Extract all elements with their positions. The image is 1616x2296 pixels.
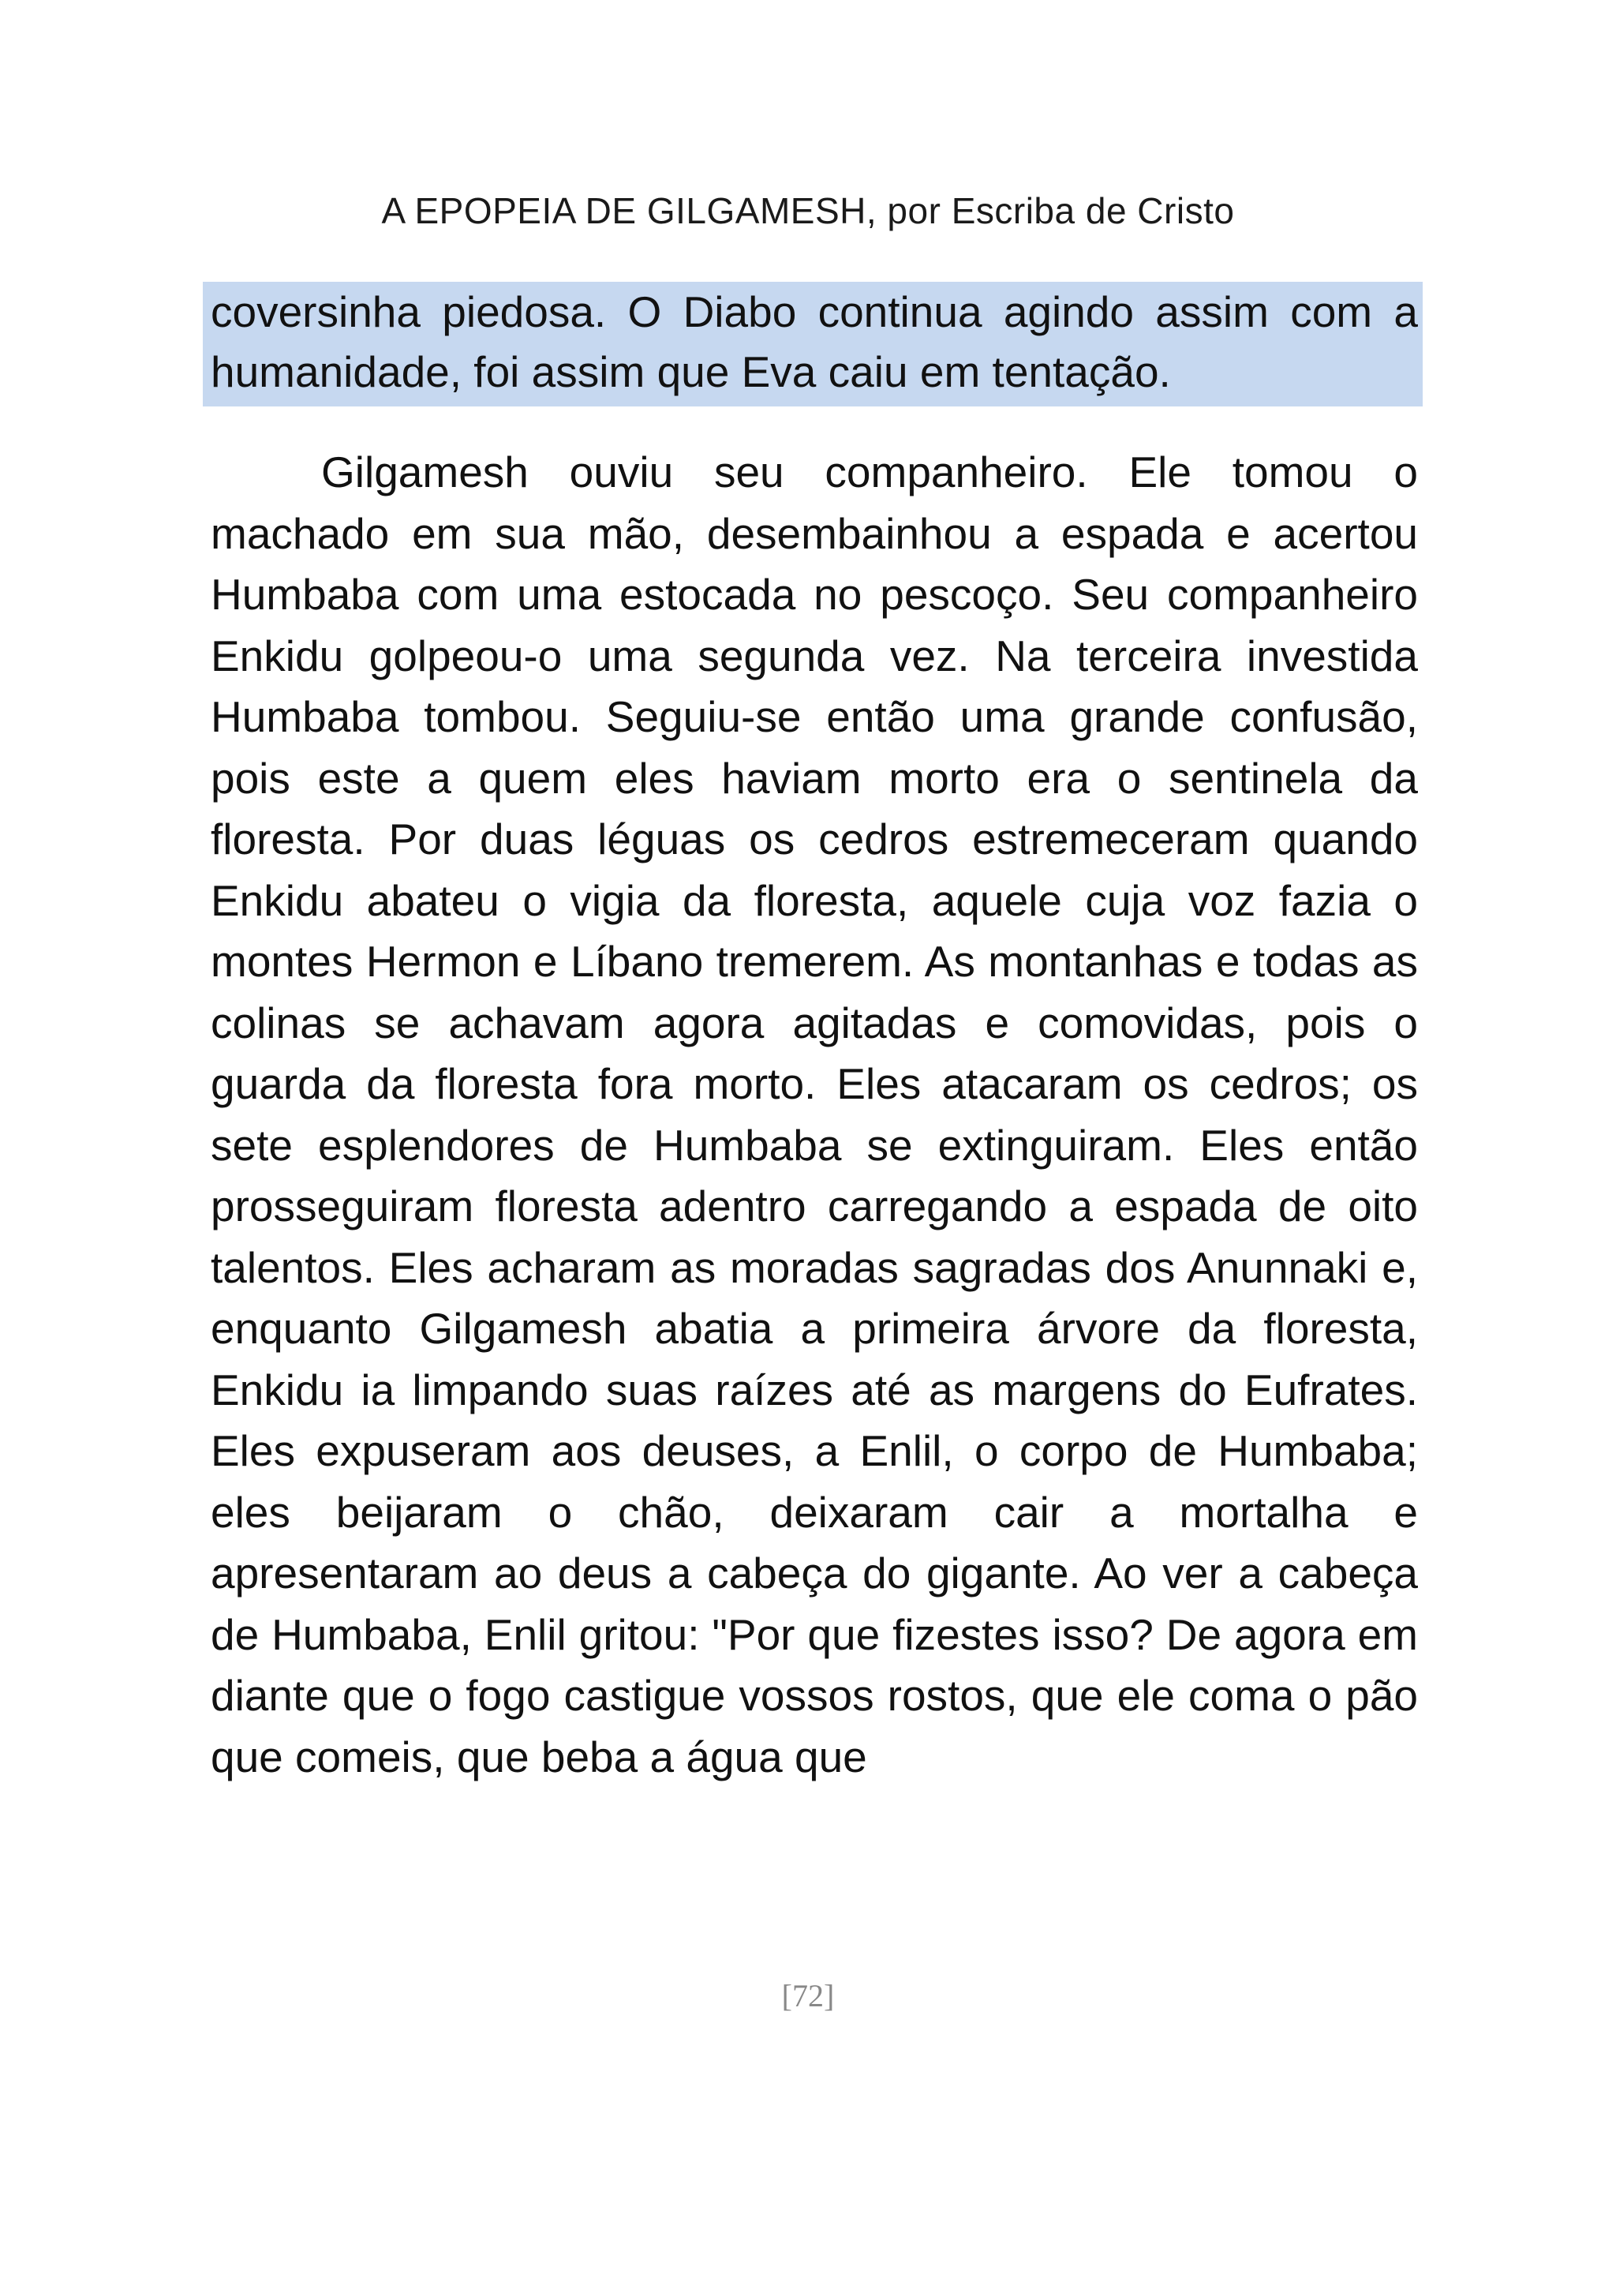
running-header: A EPOPEIA DE GILGAMESH, por Escriba de Cristo (381, 190, 1235, 231)
page-number: [72] (781, 1978, 835, 2013)
body-paragraph: Gilgamesh ouviu seu companheiro. Ele tomou o machado em sua mão, desembainhou a espada e acertou Humbaba com uma estocada no pescoço. Seu companheiro Enkidu golpeou-o uma segunda vez. Na terceira investida Humbaba tombou. Seguiu-se então uma grande confusão, pois este a quem eles haviam morto era o sentinela da floresta. Por duas léguas os cedros estremeceram quando Enkidu abateu o vigia da floresta, aquele cuja voz fazia o montes Hermon e Líbano tremerem. As montanhas e todas as colinas se achavam agora agitadas e comovidas, pois o guarda da floresta fora morto. Eles atacaram os cedros; os sete esplendores de Humbaba se extinguiram. Eles então prosseguiram floresta adentro carregando a espada de oito talentos. Eles acharam as moradas sagradas dos Anunnaki e, enquanto Gilgamesh abatia a primeira árvore da floresta, Enkidu ia limpando suas raízes até as margens do Eufrates. Eles expuseram aos deuses, a Enlil, o corpo de Humbaba; eles beijaram o chão, deixaram cair a mortalha e apresentaram ao deus a cabeça do gigante. Ao ver a cabeça de Humbaba, Enlil gritou: "Por que fizestes isso? De agora em diante que o fogo castigue vossos rostos, que ele coma o pão que comeis, que beba a água que (211, 448, 1418, 1781)
highlighted-text: coversinha piedosa. O Diabo continua agindo assim com a humanidade, foi assim que Eva caiu em tentação. (211, 287, 1418, 396)
